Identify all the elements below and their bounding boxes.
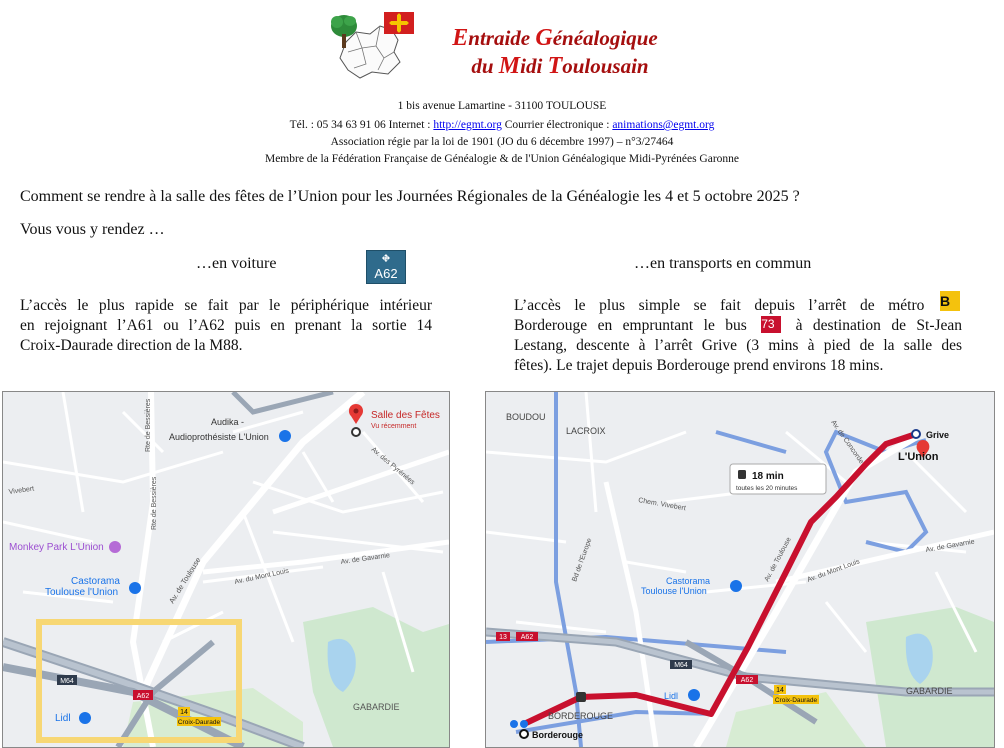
street-label: Av. de Gavarnie — [340, 552, 391, 566]
a62-label: A62 — [136, 693, 150, 700]
park-area — [866, 607, 994, 747]
castorama-label: Castorama — [666, 576, 711, 586]
lunion-label: L'Union — [898, 451, 939, 463]
borderouge-stop-label: Borderouge — [532, 730, 584, 740]
street-label: Av. de Toulouse — [167, 555, 203, 606]
egmt-logo — [326, 12, 418, 82]
shop-icon[interactable] — [79, 712, 91, 724]
salle-des-fetes-label: Salle des Fêtes — [371, 410, 440, 421]
street-label: Vivebert — [8, 485, 35, 496]
lidl-label: Lidl — [664, 691, 679, 701]
trip-duration-callout[interactable] — [730, 464, 826, 494]
street-label: Av. de Gavarnie — [925, 538, 976, 554]
bus-73-badge: 73 — [761, 316, 781, 333]
castorama-label: Castorama — [71, 576, 120, 587]
street-label: Av. de Concorde — [829, 419, 865, 466]
shop-icon[interactable] — [688, 689, 700, 701]
boudou-label: BOUDOU — [506, 412, 546, 422]
street-label: Av. du Mont Louis — [806, 558, 861, 584]
m64-label: M64 — [674, 662, 688, 669]
street-label: Av. du Mont Louis — [233, 567, 290, 586]
shop-icon[interactable] — [129, 582, 141, 594]
lidl-label: Lidl — [55, 713, 71, 724]
shop-icon[interactable] — [730, 580, 742, 592]
duration-label: 18 min — [752, 471, 784, 482]
street-label: Bd de l'Europe — [571, 537, 594, 583]
motorway-sign-label: A62 — [374, 266, 398, 281]
street-label: Av. des Pyrénées — [369, 446, 416, 487]
lacroix-label: LACROIX — [566, 426, 606, 436]
grive-stop-marker[interactable] — [912, 430, 920, 438]
motorway-icon: ⛖ — [381, 253, 391, 265]
car-line: en rejoignant l’A61 ou l’A62 puis en prenant la sortie 14 — [20, 317, 432, 334]
street-label: Av. de Toulouse — [763, 536, 793, 583]
website-link[interactable]: http://egmt.org — [433, 119, 502, 131]
map-transit-route[interactable] — [485, 391, 995, 748]
transit-line: Borderouge en empruntant le bus 73 à destination de St-Jean — [514, 317, 963, 335]
street-label: Rte de Bessières — [145, 398, 152, 452]
gabardie-label: GABARDIE — [353, 702, 400, 712]
castorama-label-2: Toulouse l'Union — [641, 586, 707, 596]
transit-line: fêtes). Le trajet depuis Borderouge prend environs 18 mins. — [514, 357, 884, 375]
park-poi-icon[interactable] — [109, 541, 121, 553]
route-13-label: 13 — [499, 634, 507, 641]
start-dot — [520, 720, 528, 728]
postal-address: 1 bis avenue Lamartine - 31100 TOULOUSE — [397, 100, 607, 112]
association-registration: Association régie par la loi de 1901 (JO du 6 décembre 1997) – n°3/27464 — [330, 136, 674, 148]
map-car-access[interactable] — [2, 391, 450, 748]
frequency-label: toutes les 20 minutes — [736, 485, 798, 492]
transit-line: L’accès le plus simple se fait depuis l’arrêt de métro B — [514, 296, 962, 316]
bus-icon — [738, 470, 746, 479]
main-question: Comment se rendre à la salle des fêtes de l’Union pour les Journées Régionales de la Généalogie les 4 et 5 octobre 2025 ? — [20, 188, 800, 205]
start-dot — [510, 720, 518, 728]
contact-line — [0, 117, 1004, 133]
audika-label: Audika - — [211, 417, 245, 427]
car-line: L’accès le plus rapide se fait par le périphérique intérieur — [20, 297, 432, 314]
car-directions — [20, 296, 432, 356]
gabardie-label: GABARDIE — [906, 686, 953, 696]
castorama-label-2: Toulouse l'Union — [45, 587, 119, 598]
audika-label-2: Audioprothésiste L'Union — [169, 432, 269, 442]
bus-stop-icon[interactable] — [576, 692, 586, 702]
borderouge-area-label: BORDEROUGE — [548, 711, 614, 721]
grive-label: Grive — [926, 430, 950, 440]
motorway-sign — [366, 250, 406, 284]
m64-label: M64 — [60, 678, 74, 685]
federation-membership: Membre de la Fédération Française de Généalogie & de l'Union Généalogique Midi-Pyrénées Garonne — [264, 153, 740, 165]
car-line: Croix-Daurade direction de la M88. — [20, 337, 243, 354]
monkey-park-label: Monkey Park L'Union — [9, 542, 104, 553]
metro-b-badge: B — [940, 291, 960, 311]
phone-text: Tél. : 05 34 63 91 06 Internet : — [289, 119, 434, 131]
borderouge-stop-marker[interactable] — [520, 730, 528, 738]
shop-icon[interactable] — [279, 430, 291, 442]
transit-line: Lestang, descente à l’arrêt Grive (3 mins à pied de la salle des — [514, 337, 962, 355]
intro-text: Vous vous y rendez … — [20, 221, 165, 238]
exit-number: 14 — [180, 709, 188, 716]
transit-directions — [514, 293, 963, 376]
transit-heading: …en transports en commun — [634, 255, 812, 272]
exit-name: Croix-Daurade — [177, 719, 221, 726]
street-label: Chem. Vivebert — [637, 497, 687, 513]
recently-viewed-label: Vu récemment — [371, 423, 417, 430]
a62-label: A62 — [520, 634, 534, 641]
association-name: Entraide Généalogique du Midi Toulousain — [452, 25, 658, 79]
exit-name: Croix-Daurade — [774, 697, 818, 704]
email-label: Courrier électronique : — [501, 119, 613, 131]
street-label: Rte de Bessières — [151, 476, 158, 530]
a62-label: A62 — [740, 677, 754, 684]
car-heading: …en voiture — [196, 255, 277, 272]
email-link[interactable]: animations@egmt.org — [612, 119, 715, 131]
exit-number: 14 — [776, 687, 784, 694]
